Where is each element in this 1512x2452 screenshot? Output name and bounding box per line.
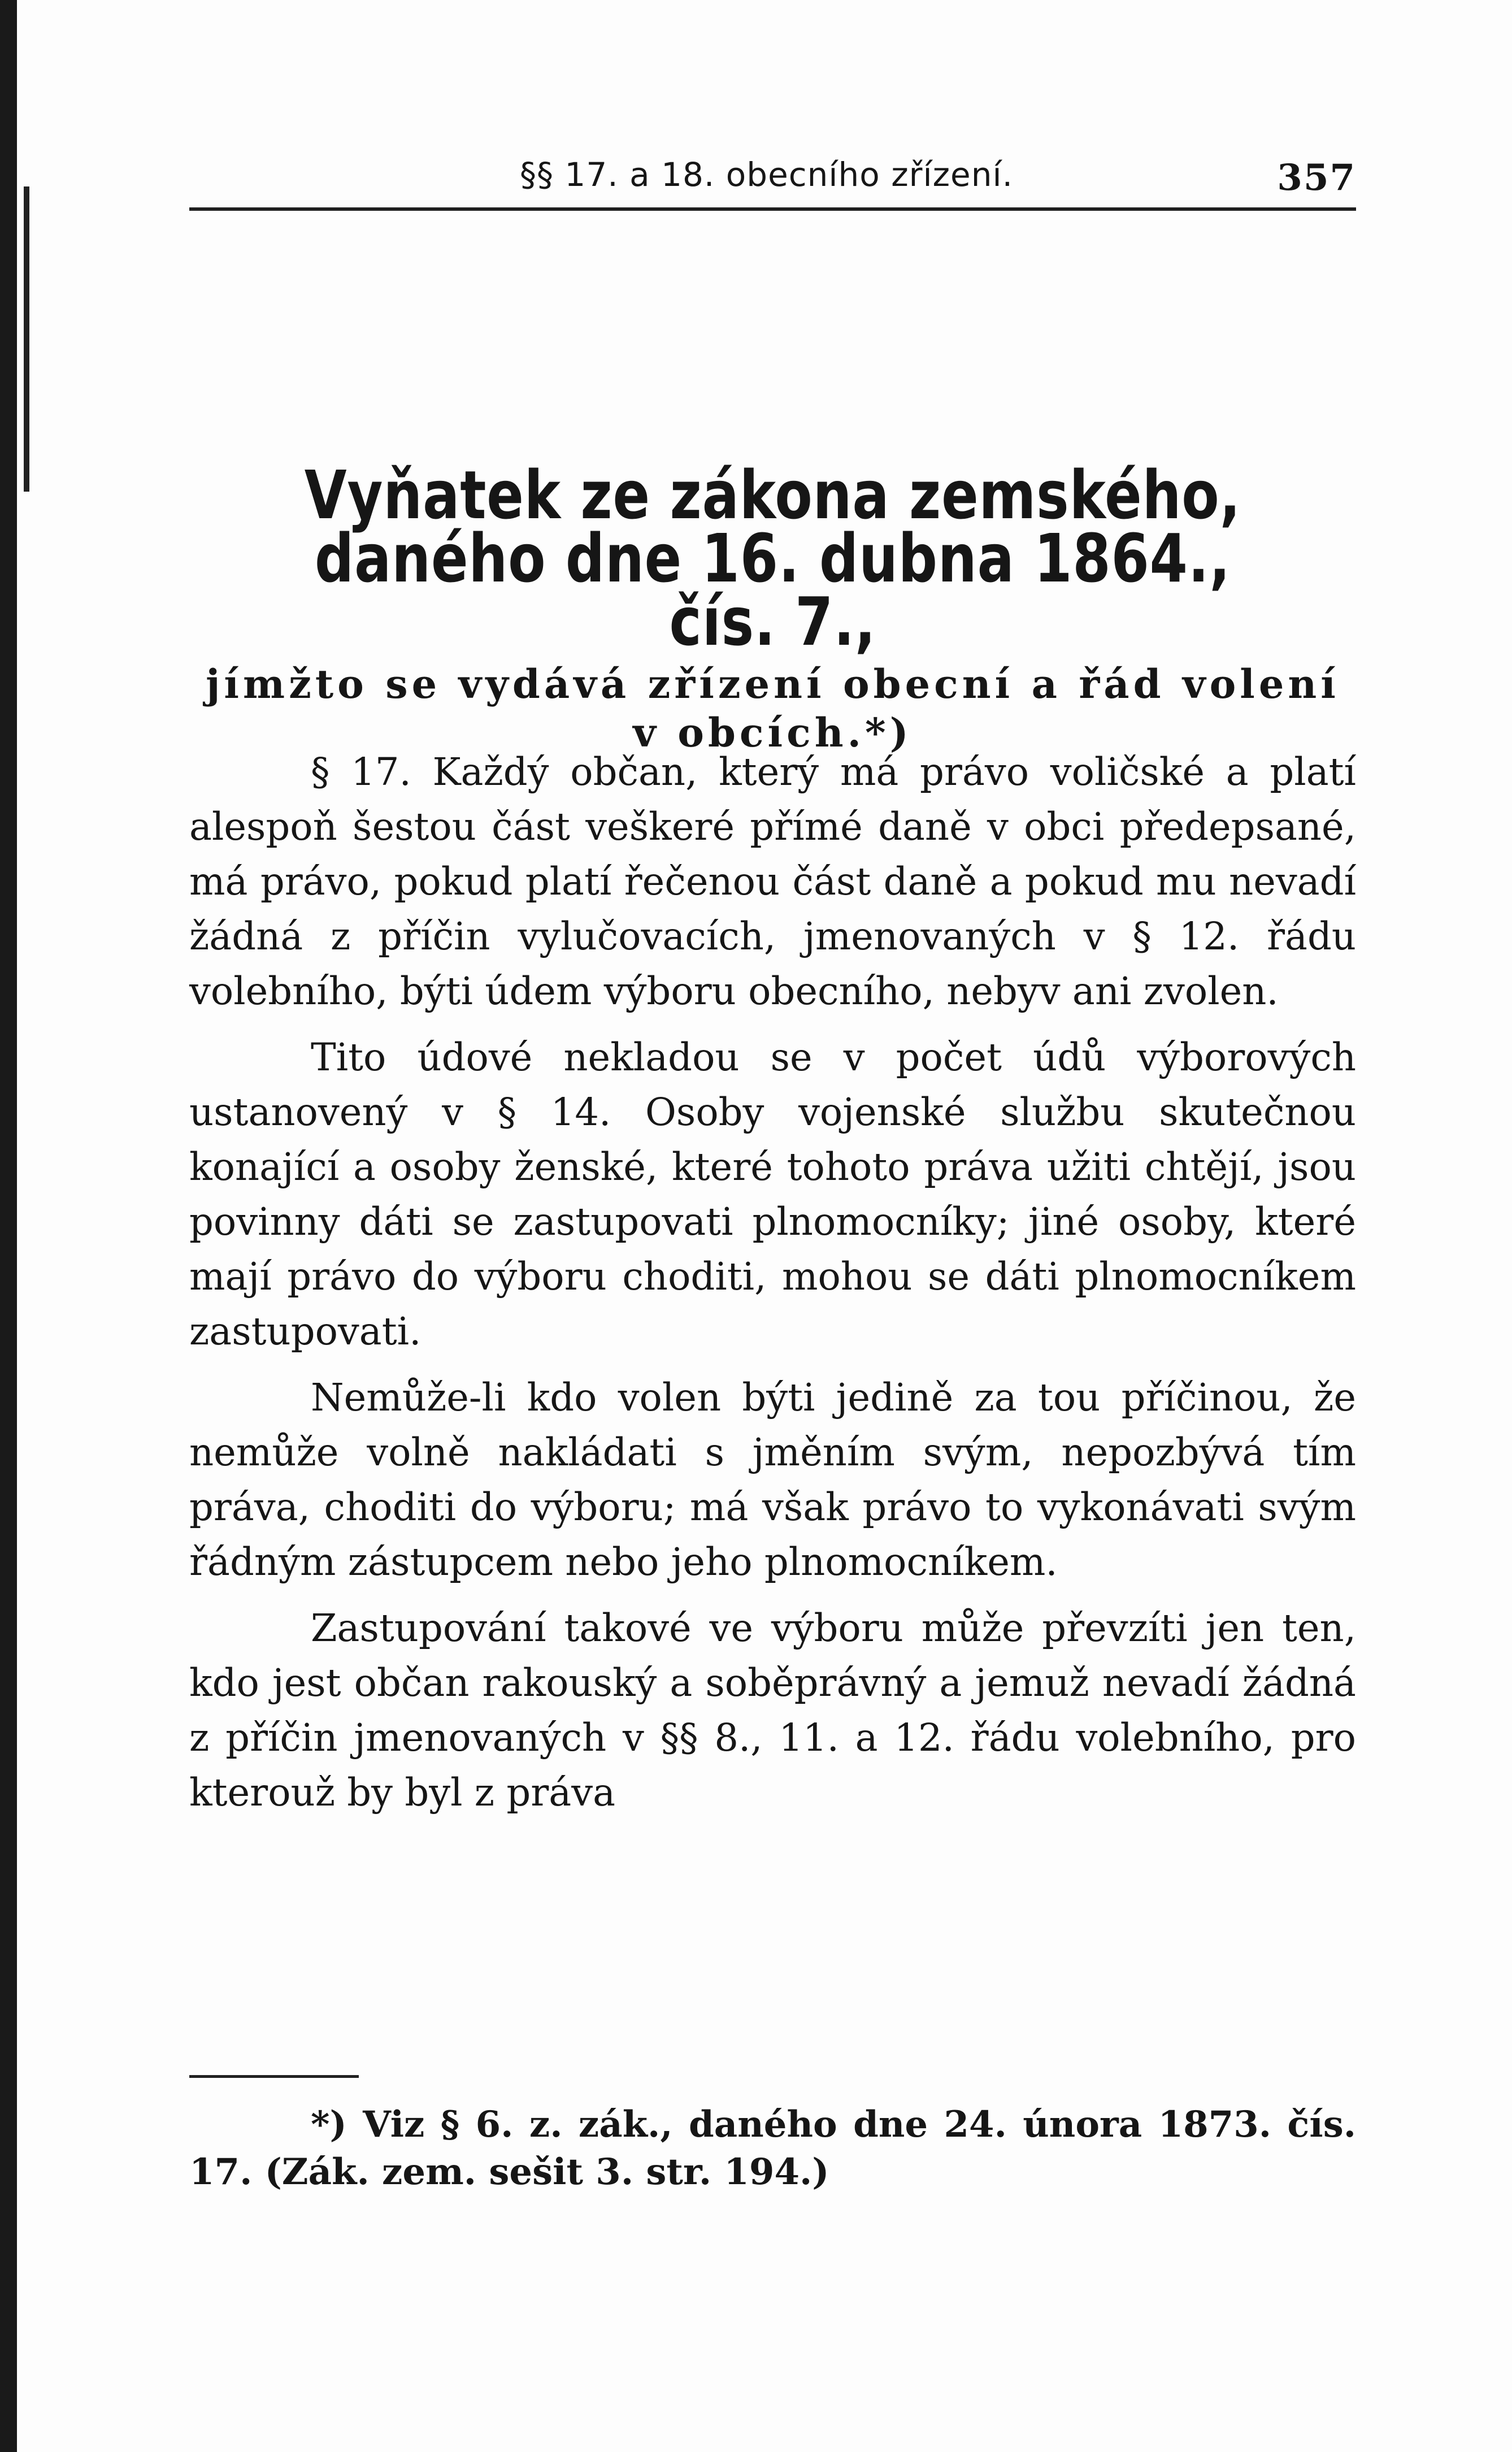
- binding-edge: [0, 0, 17, 2452]
- heading-subtitle: jímžto se vydává zřízení obecní a řád volení v obcích.*): [206, 661, 1340, 756]
- paragraph: Nemůže-li kdo volen býti jedině za tou příčinou, že nemůže volně nakládati s jměním svým, nepozbývá tím práva, choditi do výboru; má však právo to vykonávati svým řádným zástupcem nebo jeho plnomocníkem.: [189, 1375, 1356, 1584]
- header-rule: [189, 207, 1356, 211]
- page-number: 357: [1277, 157, 1356, 199]
- footnote: *) Viz § 6. z. zák., daného dne 24. února 1873. čís. 17. (Zák. zem. sešit 3. str. 194.): [189, 2103, 1356, 2193]
- section-heading: [189, 456, 1356, 757]
- running-title: §§ 17. a 18. obecního zřízení.: [520, 155, 1014, 194]
- paragraph: Tito údové nekladou se v počet údů výborových ustanovený v § 14. Osoby vojenské službu skutečnou konající a osoby ženské, které tohoto práva užiti chtějí, jsou povinny dáti se zastupovati plnomocníky; jiné osoby, které mají právo do výboru choditi, mohou se dáti plnomocníkem zastupovati.: [189, 1035, 1356, 1353]
- running-header: [189, 144, 1356, 212]
- binding-mark: [24, 186, 29, 492]
- body-text: [189, 745, 1356, 1832]
- paragraph: § 17. Každý občan, který má právo voličské a platí alespoň šestou část veškeré přímé daně v obci předepsané, má právo, pokud platí řečenou část daně a pokud mu nevadí žádná z příčin vylučovacích, jmenovaných v § 12. řádu volebního, býti údem výboru obecního, nebyv ani zvolen.: [189, 750, 1356, 1013]
- paragraph: Zastupování takové ve výboru může převzíti jen ten, kdo jest občan rakouský a soběprávný a jemuž nevadí žádná z příčin jmenovaných v §§ 8., 11. a 12. řádu volebního, pro kterouž by byl z práva: [189, 1606, 1356, 1815]
- footnote-rule: [189, 2075, 359, 2078]
- heading-title: Vyňatek ze zákona zemského, daného dne 16. dubna 1864., čís. 7.,: [304, 456, 1241, 661]
